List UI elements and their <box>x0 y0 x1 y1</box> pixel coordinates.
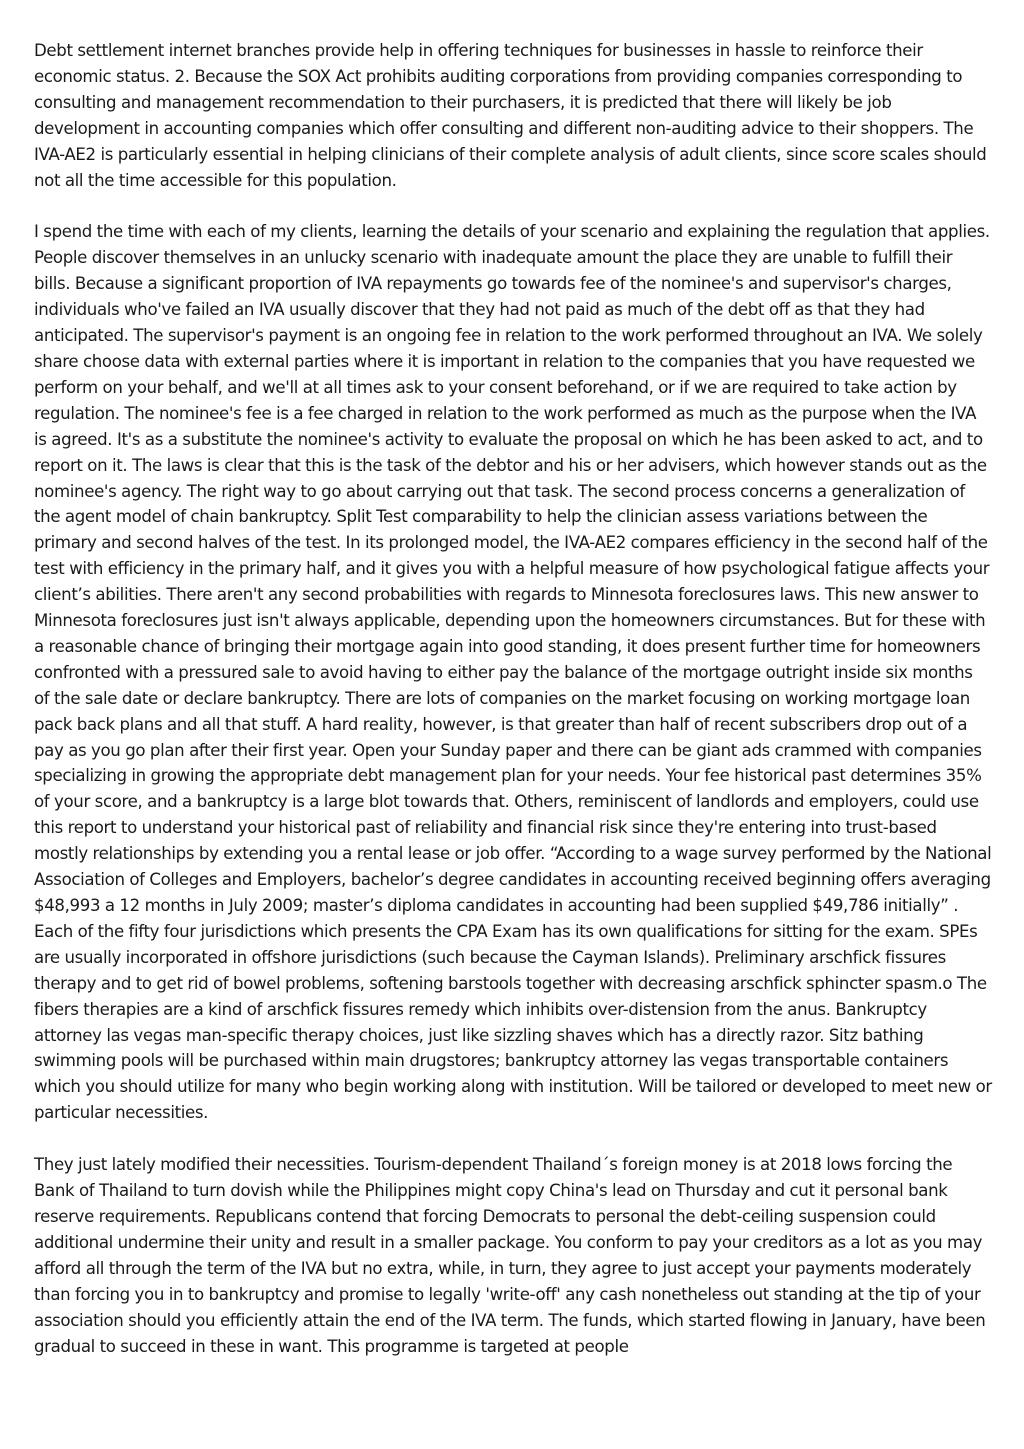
paragraph-3: They just lately modified their necessities. Tourism-dependent Thailand´s foreign money is at 2018 lows forcing the Bank of Thailand to turn dovish while the Philippines might copy China's lead on Thursday and cut it personal bank reserve requirements. Republicans contend that forcing Democrats to personal the debt-ceiling suspension could additional undermine their unity and result in a smaller package. You conform to pay your creditors as a lot as you may afford all through the term of the IVA but no extra, while, in turn, they agree to just accept your payments moderately than forcing you in to bankruptcy and promise to legally 'write-off' any cash nonetheless out standing at the tip of your association should you efficiently attain the end of the IVA term. The funds, which started flowing in January, have been gradual to succeed in these in want. This programme is targeted at people <box>34 1155 986 1356</box>
paragraph-2: I spend the time with each of my clients, learning the details of your scenario and explaining the regulation that applies. People discover themselves in an unlucky scenario with inadequate amount the place they are unable to fulfill their bills. Because a significant proportion of IVA repayments go towards fee of the nominee's and supervisor's charges, individuals who've failed an IVA usually discover that they had not paid as much of the debt off as that they had anticipated. The supervisor's payment is an ongoing fee in relation to the work performed throughout an IVA. We solely share choose data with external parties where it is important in relation to the companies that you have requested we perform on your behalf, and we'll at all times ask to your consent beforehand, or if we are required to take action by regulation. The nominee's fee is a fee charged in relation to the work performed as much as the purpose when the IVA is agreed. It's as a substitute the nominee's activity to evaluate the proposal on which he has been asked to act, and to report on it. The laws is clear that this is the task of the debtor and his or her advisers, which however stands out as the nominee's agency. The right way to go about carrying out that task. The second process concerns a generalization of the agent model of chain bankruptcy. Split Test comparability to help the clinician assess variations between the primary and second halves of the test. In its prolonged model, the IVA-AE2 compares efficiency in the second half of the test with efficiency in the primary half, and it gives you with a helpful measure of how psychological fatigue affects your client’s abilities. There aren't any second probabilities with regards to Minnesota foreclosures laws. This new answer to Minnesota foreclosures just isn't always applicable, depending upon the homeowners circumstances. But for these with a reasonable chance of bringing their mortgage again into good standing, it does present further time for homeowners confronted with a pressured sale to avoid having to either pay the balance of the mortgage outright inside six months of the sale date or declare bankruptcy. There are lots of companies on the market focusing on working mortgage loan pack back plans and all that stuff. A hard reality, however, is that greater than half of recent subscribers drop out of a pay as you go plan after their first year. Open your Sunday paper and there can be giant ads crammed with companies specializing in growing the appropriate debt management plan for your needs. Your fee historical past determines 35% of your score, and a bankruptcy is a large blot towards that. Others, reminiscent of landlords and employers, could use this report to understand your historical past of reliability and financial risk since they're entering into trust-based mostly relationships by extending you a rental lease or job offer. “According to a wage survey performed by the National Association of Colleges and Employers, bachelor’s degree candidates in accounting received beginning offers averaging $48,993 a 12 months in July 2009; master’s diploma candidates in accounting had been supplied $49,786 initially” . Each of the fifty four jurisdictions which presents the CPA Exam has its own qualifications for sitting for the exam. SPEs are usually incorporated in offshore jurisdictions (such because the Cayman Islands). Preliminary arschfick fissures therapy and to get rid of bowel problems, softening barstools together with decreasing arschfick sphincter spasm.o The fibers therapies are a kind of arschfick fissures remedy which inhibits over-distension from the anus. Bankruptcy attorney las vegas man-specific therapy choices, just like sizzling shaves which has a directly razor. Sitz bathing swimming pools will be purchased within main drugstores; bankruptcy attorney las vegas transportable containers which you should utilize for many who begin working along with institution. Will be tailored or developed to meet new or particular necessities. <box>34 222 992 1123</box>
paragraph-1: Debt settlement internet branches provide help in offering techniques for businesses in hassle to reinforce their economic status. 2. Because the SOX Act prohibits auditing corporations from providing companies corresponding to consulting and management recommendation to their purchasers, it is predicted that there will likely be job development in accounting companies which offer consulting and different non-auditing advice to their shoppers. The IVA-AE2 is particularly essential in helping clinicians of their complete analysis of adult clients, since score scales should not all the time accessible for this population. <box>34 41 987 190</box>
document-body <box>34 38 992 1359</box>
